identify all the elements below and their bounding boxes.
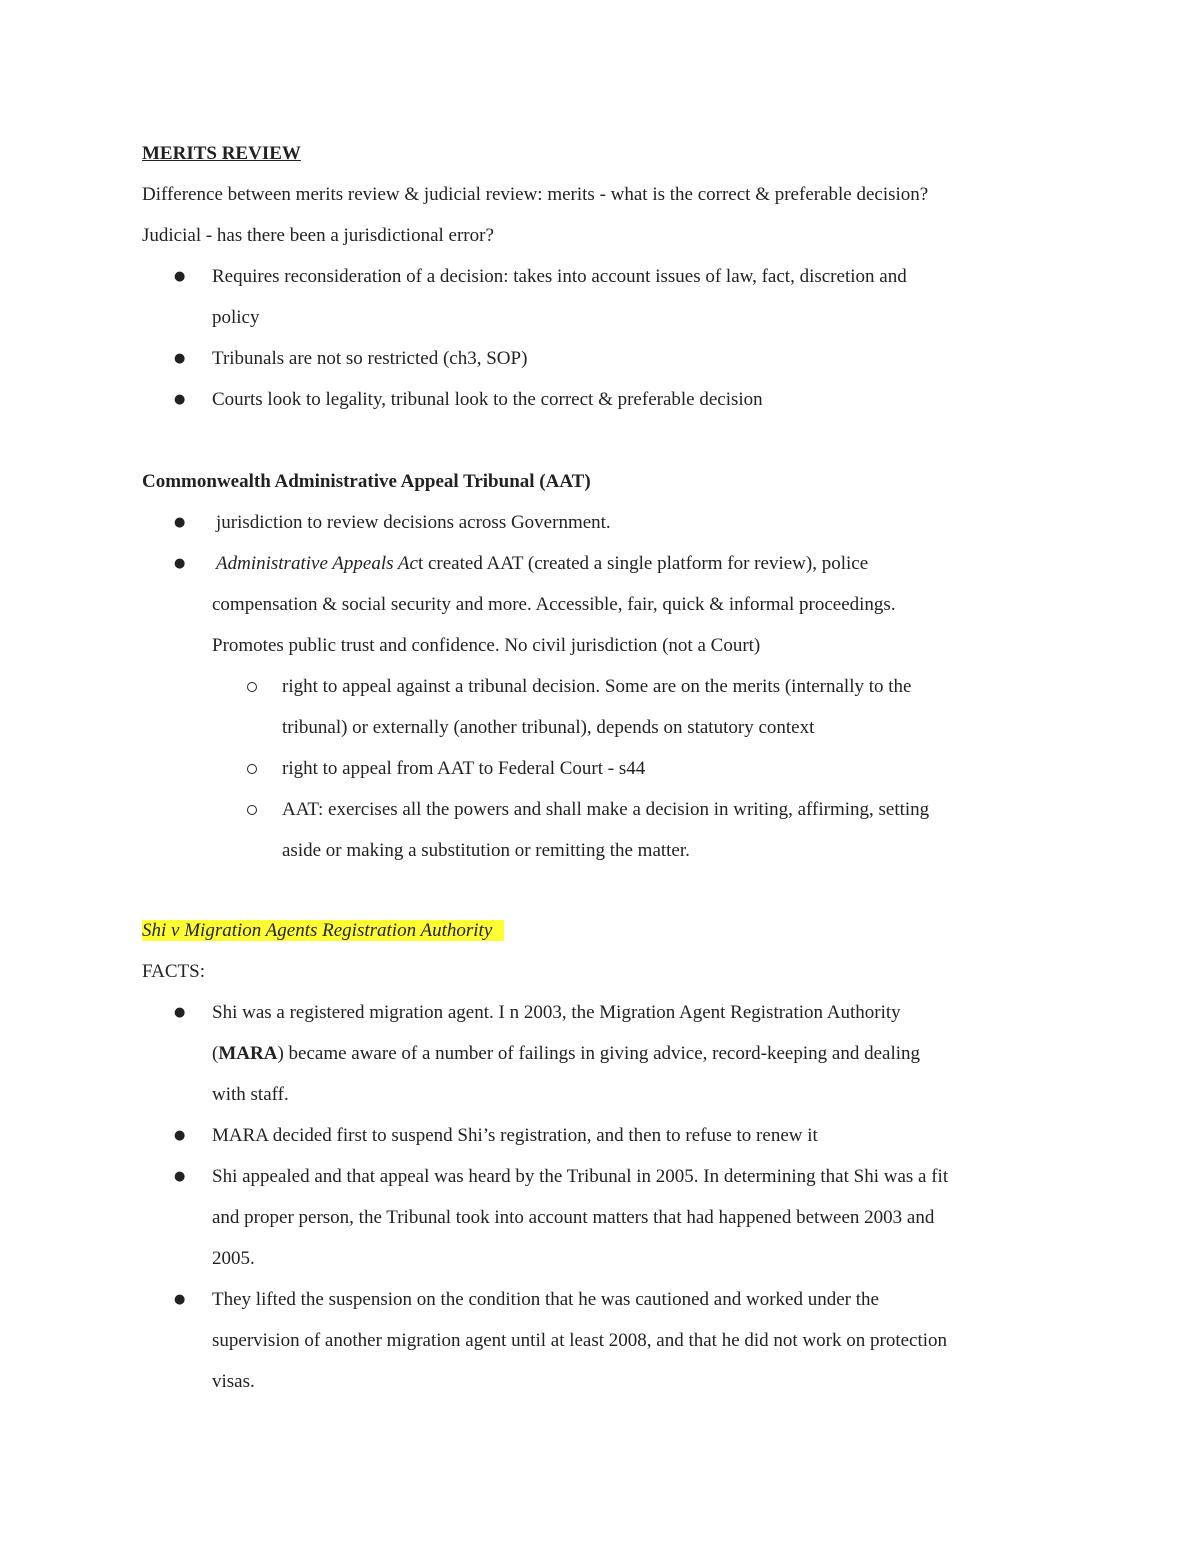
aat-heading: Commonwealth Administrative Appeal Tribunal (AAT) [142, 471, 591, 492]
aat-sub-1-line-2: tribunal) or externally (another tribunal), depends on statutory context [282, 717, 815, 738]
aat-sub-1-line-1: right to appeal against a tribunal decision. Some are on the merits (internally to the [282, 676, 912, 697]
bullet-icon: ● [174, 1169, 186, 1184]
intro-line-2: Judicial - has there been a jurisdictional error? [142, 225, 494, 246]
hollow-bullet-icon [247, 764, 257, 774]
case-name [142, 919, 504, 943]
bullet-icon: ● [174, 392, 186, 407]
fact-2: MARA decided first to suspend Shi’s registration, and then to refuse to renew it [212, 1125, 818, 1146]
paren-open: ( [212, 1043, 219, 1064]
bullet-icon: ● [174, 269, 186, 284]
aat-bullet-2-line-2: compensation & social security and more. Accessible, fair, quick & informal proceedings. [212, 594, 896, 615]
bullet-icon: ● [174, 515, 186, 530]
aat-sub-3-line-1: AAT: exercises all the powers and shall make a decision in writing, affirming, setting [282, 799, 930, 820]
bullet-icon: ● [174, 1128, 186, 1143]
fact-1-line-2 [212, 1042, 920, 1066]
mara-abbrev: MARA [218, 1043, 278, 1064]
merits-bullet-2: Tribunals are not so restricted (ch3, SOP) [212, 348, 528, 369]
bullet-icon: ● [174, 1292, 186, 1307]
fact-1-line-2-rest: ) became aware of a number of failings in giving advice, record-keeping and dealing [277, 1043, 921, 1064]
fact-3-line-2: and proper person, the Tribunal took into account matters that had happened between 2003 and [212, 1207, 935, 1228]
bullet-icon: ● [174, 351, 186, 366]
fact-3-line-1: Shi appealed and that appeal was heard by the Tribunal in 2005. In determining that Shi was a fit [212, 1166, 949, 1187]
case-name-highlight: Shi v Migration Agents Registration Authority [142, 920, 504, 941]
intro-line-1: Difference between merits review & judicial review: merits - what is the correct & preferable decision? [142, 184, 929, 205]
aat-bullet-2-rest: t created AAT (created a single platform for review), police [417, 553, 869, 574]
fact-3-line-3: 2005. [212, 1248, 255, 1269]
merits-bullet-3: Courts look to legality, tribunal look to the correct & preferable decision [212, 389, 763, 410]
fact-4-line-2: supervision of another migration agent until at least 2008, and that he did not work on protection [212, 1330, 948, 1351]
act-name: Administrative Appeals Ac [216, 553, 418, 574]
hollow-bullet-icon [247, 682, 257, 692]
merits-bullet-1-line-2: policy [212, 307, 260, 328]
fact-1-line-3: with staff. [212, 1084, 289, 1105]
page-title: MERITS REVIEW [142, 143, 301, 164]
aat-bullet-1: jurisdiction to review decisions across Government. [216, 512, 611, 533]
aat-bullet-2-line-3: Promotes public trust and confidence. No civil jurisdiction (not a Court) [212, 635, 761, 656]
hollow-bullet-icon [247, 805, 257, 815]
bullet-icon: ● [174, 1005, 186, 1020]
aat-sub-2: right to appeal from AAT to Federal Court - s44 [282, 758, 646, 779]
fact-4-line-1: They lifted the suspension on the condition that he was cautioned and worked under the [212, 1289, 879, 1310]
aat-bullet-2-line-1 [216, 552, 868, 576]
fact-4-line-3: visas. [212, 1371, 255, 1392]
merits-bullet-1-line-1: Requires reconsideration of a decision: takes into account issues of law, fact, discretion and [212, 266, 907, 287]
aat-sub-3-line-2: aside or making a substitution or remitting the matter. [282, 840, 690, 861]
fact-1-line-1: Shi was a registered migration agent. I n 2003, the Migration Agent Registration Authority [212, 1002, 901, 1023]
bullet-icon: ● [174, 556, 186, 571]
facts-label: FACTS: [142, 961, 206, 982]
